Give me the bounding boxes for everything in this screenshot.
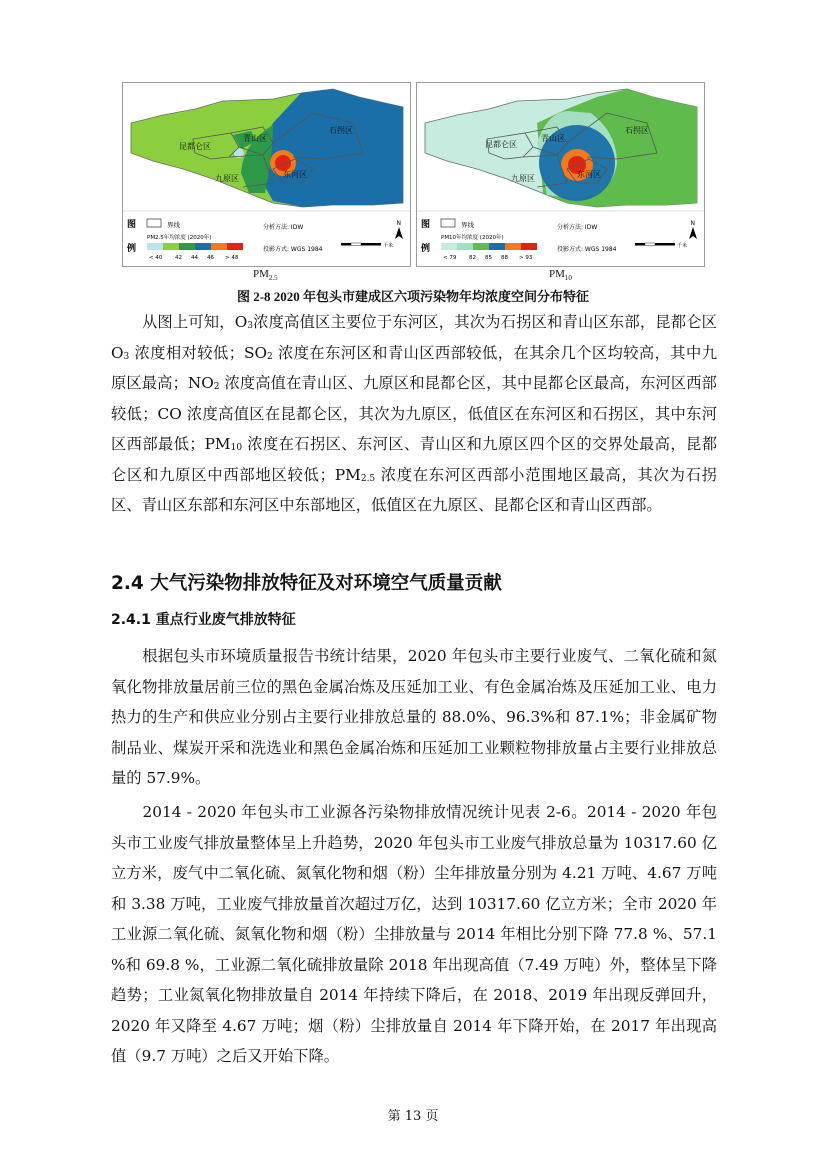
paragraph-emission-trends: 2014 - 2020 年包头市工业源各污染物排放情况统计见表 2-6。2014 - 2020 年包头市工业废气排放量整体呈上升趋势，2020 年包头市工业废气排放总量为 10317.60 亿立方米，废气中二氧化硫、氮氧化物和烟（粉）尘年排放量分别为 4.21 万吨、4.67 万吨和 3.38 万吨，工业废气排放量首次超过万亿，达到 10317.60 亿立方米；全市 2020 年工业源二氧化硫、氮氧化物和烟（粉）尘排放量与 2014 年相比分别下降 77.8 %、57.1 %和 69.8 %，工业源二氧化硫排放量除 2018 年出现高值（7.49 万吨）外，整体呈下降趋势；工业氮氧化物排放量自 2014 年持续下降后，在 2018、2019 年出现反弹回升，2020 年又降至 4.67 万吨；烟（粉）尘排放量自 2014 年下降开始，在 2017 年出现高值（9.7 万吨）之后又开始下降。: [111, 803, 717, 1065]
projection-label: 投影方式: WGS 1984: [263, 246, 323, 253]
legend-bin: 82: [469, 255, 476, 261]
legend-heading: 例: [127, 244, 137, 254]
pm10-map: [416, 82, 705, 267]
legend-bin: > 93: [519, 255, 533, 261]
legend-bin: > 48: [225, 255, 239, 261]
legend-bin: < 79: [443, 255, 457, 261]
district-label: 石拐区: [625, 126, 649, 135]
legend-bin: 42: [175, 255, 182, 261]
method-label: 分析方法: IDW: [557, 224, 598, 231]
legend-heading: 图: [421, 220, 431, 230]
district-label: 昆都仑区: [179, 142, 211, 151]
district-label: 青山区: [541, 134, 565, 143]
svg-text:N: N: [690, 220, 695, 227]
legend-heading: 例: [421, 244, 431, 254]
series-label: PM2.5年均浓度 (2020年): [147, 235, 212, 241]
north-arrow-icon: [395, 220, 403, 239]
legend-bin: 85: [485, 255, 492, 261]
scale-unit: 千米: [383, 243, 394, 249]
legend-bin: 46: [207, 255, 214, 261]
district-label: 东河区: [577, 170, 601, 179]
page-number: 第 13 页: [387, 1109, 439, 1124]
pm25-map: [122, 82, 411, 267]
map-title-pm25: $PM_{2.5}$: [253, 268, 278, 283]
district-label: 九原区: [511, 174, 535, 183]
section-heading: 2.4 大气污染物排放特征及对环境空气质量贡献: [111, 573, 502, 594]
scale-unit: 千米: [677, 243, 688, 249]
district-label: 青山区: [243, 134, 267, 143]
district-label: 昆都仑区: [485, 140, 517, 149]
district-label: 石拐区: [329, 126, 353, 135]
district-label: 东河区: [283, 170, 307, 179]
legend-bin: 44: [191, 255, 198, 261]
boundary-label: 界线: [167, 221, 180, 229]
subsection-heading: 2.4.1 重点行业废气排放特征: [111, 612, 296, 628]
map-title-pm10: $PM_{10}$: [549, 268, 572, 283]
legend-bin: < 40: [149, 255, 163, 261]
district-label: 九原区: [215, 174, 239, 183]
boundary-label: 界线: [461, 221, 474, 229]
paragraph-pollutant-distribution: 从图上可知，$O_3$浓度高值区主要位于东河区，其次为石拐区和青山区东部，昆都仑区 $O_3$ 浓度相对较低；$SO_2$ 浓度在东河区和青山区西部较低，在其余几个区均较高，其中九原区最高；$NO_2$ 浓度高值在青山区、九原区和昆都仑区，其中昆都仑区最高，东河区西部较低；CO 浓度高值区在昆都仑区，其次为九原区，低值区在东河区和石拐区，其中东河区西部最低；$PM_{10}$ 浓度在石拐区、东河区、青山区和九原区四个区的交界处最高，昆都仑区和九原区中西部地区较低；$PM_{2.5}$ 浓度在东河区西部小范围地区最高，其次为石拐区、青山区东部和东河区中东部地区，低值区在九原区、昆都仑区和青山区西部。: [111, 313, 717, 514]
svg-text:N: N: [396, 220, 401, 227]
projection-label: 投影方式: WGS 1984: [557, 246, 617, 253]
series-label: PM10年均浓度 (2020年): [441, 235, 504, 241]
figure-caption: 图 2-8 2020 年包头市建成区六项污染物年均浓度空间分布特征: [236, 289, 590, 304]
method-label: 分析方法: IDW: [263, 224, 304, 231]
north-arrow-icon: [689, 220, 697, 239]
legend-bin: 88: [501, 255, 508, 261]
legend-heading: 图: [127, 220, 137, 230]
paragraph-industry-emissions: 根据包头市环境质量报告书统计结果，2020 年包头市主要行业废气、二氧化硫和氮氧化物排放量居前三位的黑色金属冶炼及压延加工业、有色金属冶炼及压延加工业、电力热力的生产和供应业分别占主要行业排放总量的 88.0%、96.3%和 87.1%；非金属矿物制品业、煤炭开采和洗选业和黑色金属冶炼和压延加工业颗粒物排放量占主要行业排放总量的 57.9%。: [111, 647, 717, 787]
